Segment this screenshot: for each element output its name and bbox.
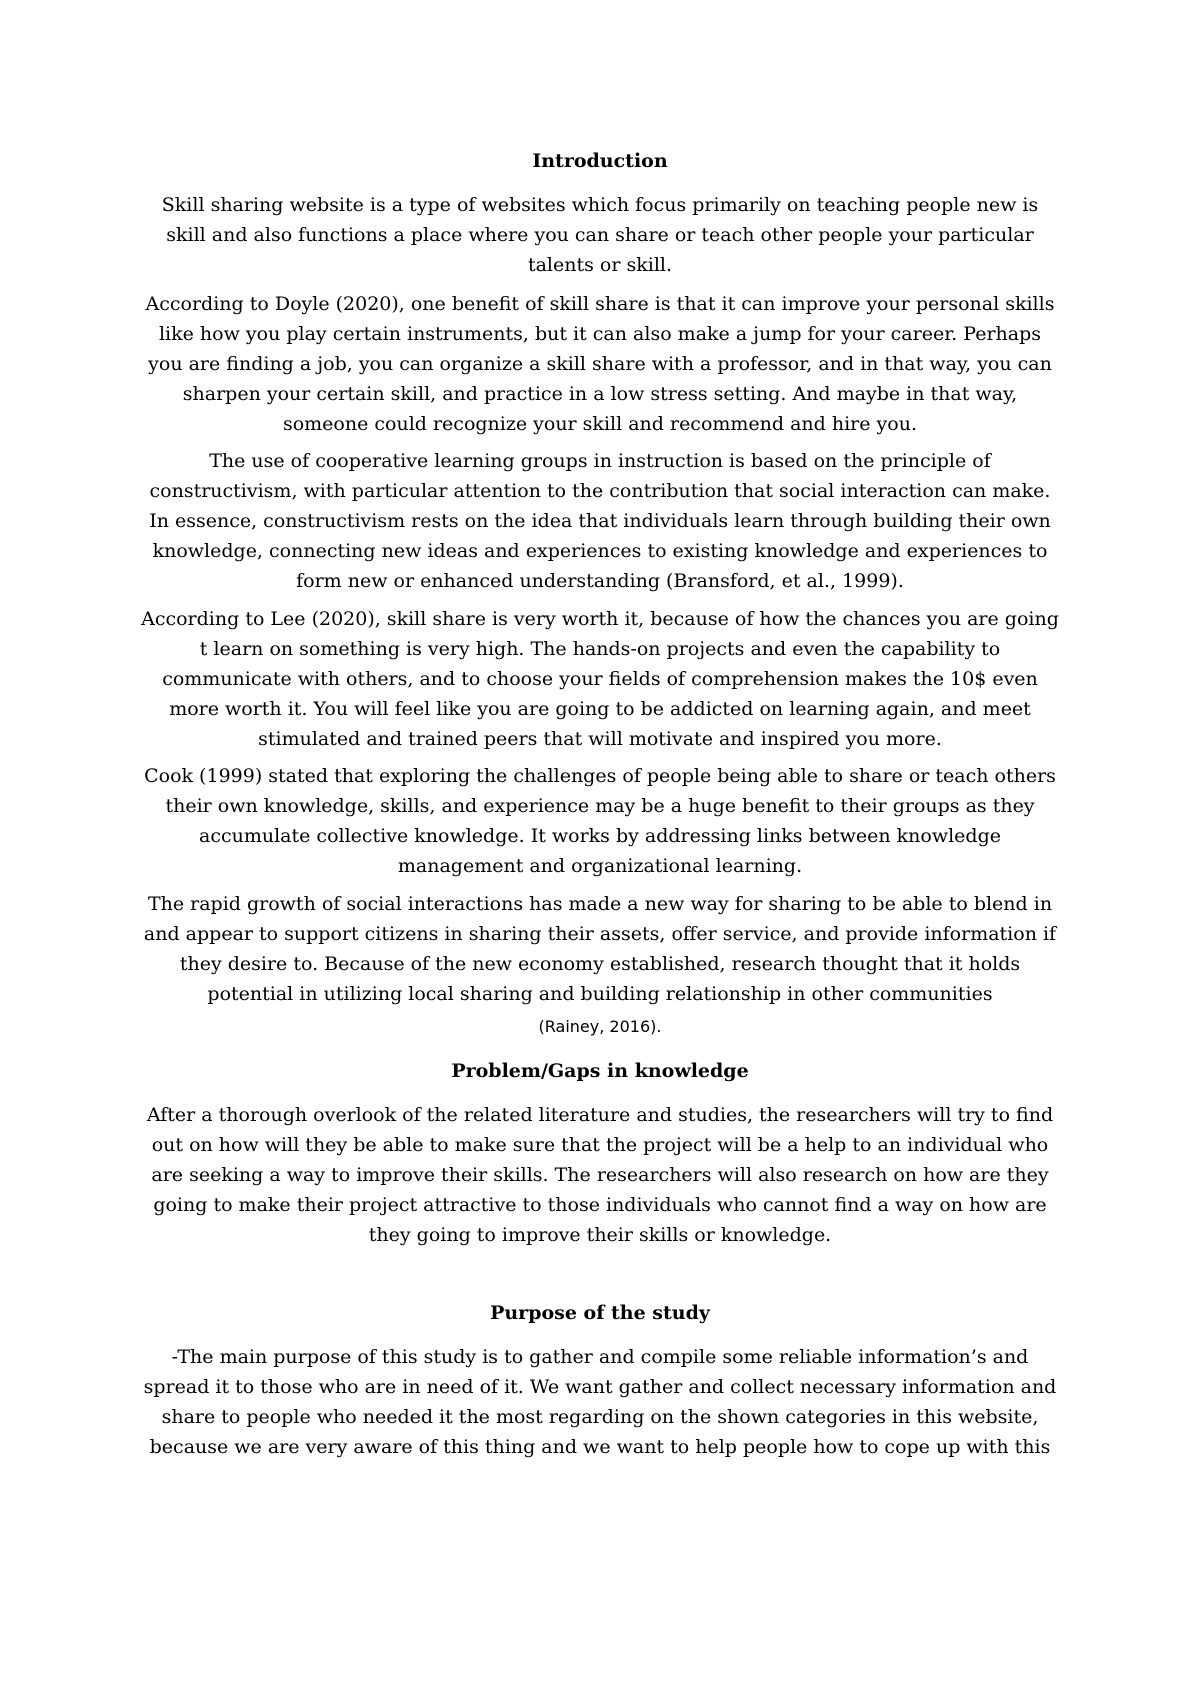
problem-heading: Problem/Gaps in knowledge	[451, 1060, 749, 1082]
intro-paragraph-6: The rapid growth of social interactions has made a new way for sharing to be able to blend in and appear to support citizens in sharing their assets, offer service, and provide information if they desire to. Because of the new economy established, research thought that it holds potential in utilizing local sharing and building relationship in other communities	[143, 893, 1057, 1005]
intro-paragraph-1: Skill sharing website is a type of websites which focus primarily on teaching people new is skill and also functions a place where you can share or teach other people your particular talents or skill.	[161, 194, 1039, 276]
intro-paragraph-4: According to Lee (2020), skill share is very worth it, because of how the chances you are going t learn on something is very high. The hands-on projects and even the capability to communicate with others, and to choose your fields of comprehension makes the 10$ even more worth it. You will feel like you are going to be addicted on learning again, and meet stimulated and trained peers that will motivate and inspired you more.	[141, 608, 1059, 750]
introduction-heading: Introduction	[532, 150, 668, 172]
intro-paragraph-2: According to Doyle (2020), one benefit of skill share is that it can improve your personal skills like how you play certain instruments, but it can also make a jump for your career. Perhaps you are finding a job, you can organize a skill share with a professor, and in that way, you can sharpen your certain skill, and practice in a low stress setting. And maybe in that way, someone could recognize your skill and recommend and hire you.	[145, 293, 1055, 435]
intro-paragraph-5: Cook (1999) stated that exploring the challenges of people being able to share or teach others their own knowledge, skills, and experience may be a huge benefit to their groups as they accumulate collective knowledge. It works by addressing links between knowledge management and organizational learning.	[144, 765, 1056, 877]
problem-paragraph: After a thorough overlook of the related literature and studies, the researchers will try to find out on how will they be able to make sure that the project will be a help to an individual who are seeking a way to improve their skills. The researchers will also research on how are they going to make their project attractive to those individuals who cannot find a way on how are they going to improve their skills or knowledge.	[146, 1104, 1054, 1246]
citation-rainey: (Rainey, 2016).	[538, 1017, 662, 1036]
purpose-paragraph: -The main purpose of this study is to gather and compile some reliable information’s and spread it to those who are in need of it. We want gather and collect necessary information and share to people who needed it the most regarding on the shown categories in this website, because we are very aware of this thing and we want to help people how to cope up with this	[143, 1346, 1057, 1458]
intro-paragraph-3: The use of cooperative learning groups in instruction is based on the principle of constructivism, with particular attention to the contribution that social interaction can make. In essence, constructivism rests on the idea that individuals learn through building their own knowledge, connecting new ideas and experiences to existing knowledge and experiences to form new or enhanced understanding (Bransford, et al., 1999).	[149, 450, 1051, 592]
purpose-heading: Purpose of the study	[490, 1302, 710, 1324]
